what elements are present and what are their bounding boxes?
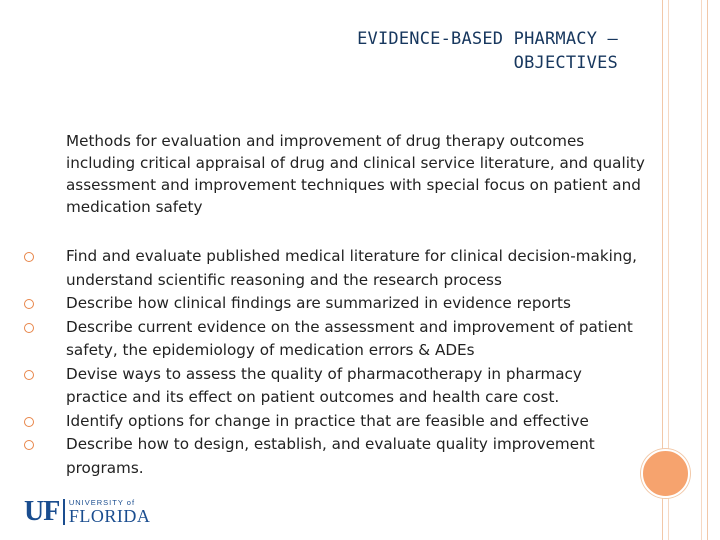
- slide-title: [200, 27, 618, 75]
- list-item: [24, 292, 639, 316]
- uf-logo: [24, 497, 150, 527]
- logo-mark: UF: [24, 496, 60, 527]
- bullet-icon: [24, 370, 34, 380]
- list-item: [24, 245, 639, 292]
- list-item-text: Describe current evidence on the assessment and improvement of patient safety, the epidemiology of medication errors & ADEs: [66, 317, 633, 359]
- title-line-2: OBJECTIVES: [513, 53, 618, 73]
- logo-wordmark: [69, 499, 151, 526]
- title-line-1: EVIDENCE-BASED PHARMACY –: [357, 29, 618, 49]
- list-item: [24, 316, 639, 363]
- bullet-icon: [24, 299, 34, 309]
- objectives-list: [24, 245, 639, 480]
- bullet-icon: [24, 323, 34, 333]
- list-item-text: Describe how to design, establish, and evaluate quality improvement programs.: [66, 435, 595, 477]
- list-item: [24, 433, 639, 480]
- list-item-text: Find and evaluate published medical literature for clinical decision-making, understand scientific reasoning and the research process: [66, 247, 637, 289]
- bullet-icon: [24, 440, 34, 450]
- intro-paragraph: Methods for evaluation and improvement of drug therapy outcomes including critical appraisal of drug and clinical service literature, and quality assessment and improvement techniques with special focus on patient and medication safety: [66, 132, 645, 216]
- list-item: [24, 410, 639, 434]
- logo-divider: [63, 499, 65, 525]
- bullet-icon: [24, 417, 34, 427]
- decorative-circle: [641, 449, 690, 498]
- list-item-text: Identify options for change in practice that are feasible and effective: [66, 411, 589, 430]
- logo-university-text: UNIVERSITY of: [68, 497, 136, 507]
- list-item-text: Devise ways to assess the quality of pharmacotherapy in pharmacy practice and its effect on patient outcomes and health care cost.: [66, 364, 582, 406]
- logo-name-text: FLORIDA: [68, 506, 151, 527]
- bullet-icon: [24, 252, 34, 262]
- list-item: [24, 363, 639, 410]
- list-item-text: Describe how clinical findings are summarized in evidence reports: [66, 294, 571, 312]
